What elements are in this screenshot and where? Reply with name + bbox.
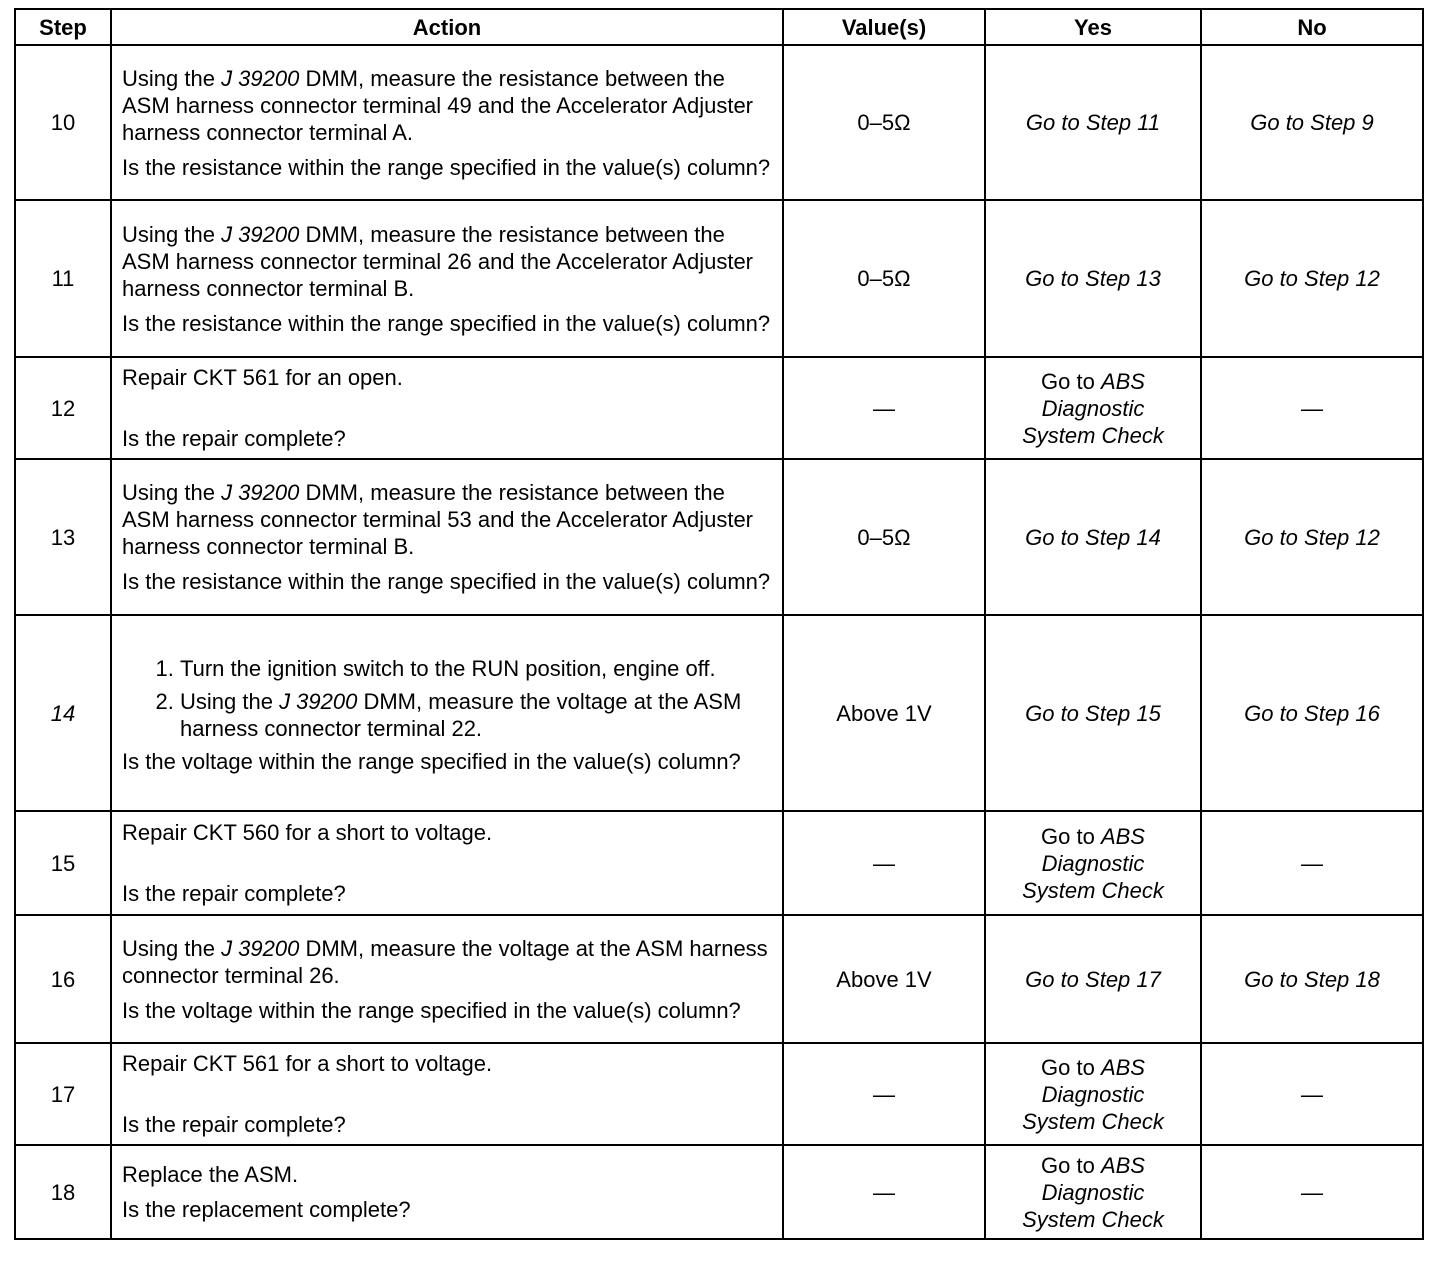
value-cell: 0–5Ω [783, 45, 985, 200]
action-cell [111, 915, 783, 1043]
yes-abs: ABS [1100, 1054, 1145, 1080]
step-number: 12 [15, 357, 111, 459]
value-cell: Above 1V [783, 615, 985, 811]
yes-link: Go to Step 11 [985, 45, 1201, 200]
yes-link: Go to Step 17 [985, 915, 1201, 1043]
action-cell [111, 357, 783, 459]
yes-link [985, 1145, 1201, 1239]
no-link: Go to Step 12 [1201, 459, 1423, 615]
no-link: — [1201, 357, 1423, 459]
yes-abs: ABS [1100, 823, 1145, 849]
tool-reference: J 39200 [279, 689, 358, 714]
action-cell [111, 45, 783, 200]
action-text: DMM, measure the voltage at the ASM harness connector terminal 26. [122, 935, 768, 988]
yes-line-2: Diagnostic [1041, 1179, 1145, 1205]
no-link: — [1201, 811, 1423, 915]
yes-abs: ABS [1100, 1152, 1145, 1178]
value-cell: — [783, 1043, 985, 1145]
table-row [15, 1145, 1423, 1239]
yes-link: Go to Step 14 [985, 459, 1201, 615]
action-text: Using the [122, 65, 222, 91]
step-number: 14 [15, 615, 111, 811]
substep-list [122, 655, 774, 742]
table-row [15, 357, 1423, 459]
header-yes: Yes [985, 9, 1201, 45]
action-text: Using the [122, 480, 222, 505]
action-question: Is the voltage within the range specified in the value(s) column? [122, 997, 741, 1023]
table-row [15, 459, 1423, 615]
step-number: 18 [15, 1145, 111, 1239]
yes-link: Go to Step 13 [985, 200, 1201, 357]
action-instruction: Repair CKT 560 for a short to voltage. [122, 820, 493, 845]
tool-reference: J 39200 [221, 221, 300, 247]
action-text: DMM, measure the resistance between the ASM harness connector terminal 49 and the Accelerator Adjuster harness connector terminal A. [122, 65, 754, 145]
header-step: Step [15, 9, 111, 45]
yes-link: Go to Step 15 [985, 615, 1201, 811]
action-question: Is the voltage within the range specified in the value(s) column? [122, 749, 741, 774]
action-text: DMM, measure the resistance between the ASM harness connector terminal 26 and the Accelerator Adjuster harness connector terminal B. [122, 221, 754, 301]
yes-prefix: Go to [1041, 823, 1101, 849]
no-link: Go to Step 9 [1201, 45, 1423, 200]
yes-line-1 [992, 1054, 1194, 1081]
tool-reference: J 39200 [221, 65, 300, 91]
action-instruction [122, 935, 774, 989]
diagnostic-table [14, 8, 1424, 1240]
tool-reference: J 39200 [221, 935, 300, 961]
yes-line-1 [992, 368, 1194, 395]
action-question: Is the resistance within the range specified in the value(s) column? [122, 569, 771, 594]
action-question: Is the replacement complete? [122, 1197, 411, 1222]
action-text: Using the [122, 221, 222, 247]
header-no: No [1201, 9, 1423, 45]
yes-line-3: System Check [1022, 422, 1164, 448]
yes-link [985, 1043, 1201, 1145]
action-text: Using the [180, 689, 280, 714]
action-cell [111, 615, 783, 811]
action-question: Is the repair complete? [122, 1112, 346, 1137]
action-question: Is the repair complete? [122, 881, 346, 906]
table-row [15, 915, 1423, 1043]
value-cell: Above 1V [783, 915, 985, 1043]
no-link: Go to Step 12 [1201, 200, 1423, 357]
yes-prefix: Go to [1041, 368, 1101, 394]
step-number: 13 [15, 459, 111, 615]
value-cell: — [783, 357, 985, 459]
action-text: DMM, measure the voltage at the ASM harness connector terminal 22. [180, 689, 742, 741]
action-instruction [122, 479, 774, 560]
substep-item [180, 688, 774, 742]
action-question: Is the resistance within the range specified in the value(s) column? [122, 310, 771, 336]
action-instruction: Repair CKT 561 for an open. [122, 365, 403, 390]
substep-item: 1. Turn the ignition switch to the RUN position, engine off. [180, 655, 774, 682]
table-row [15, 811, 1423, 915]
header-action: Action [111, 9, 783, 45]
action-cell [111, 200, 783, 357]
step-number: 16 [15, 915, 111, 1043]
yes-line-2: Diagnostic [1041, 1081, 1145, 1107]
action-cell [111, 1145, 783, 1239]
no-link: Go to Step 18 [1201, 915, 1423, 1043]
no-link: Go to Step 16 [1201, 615, 1423, 811]
action-instruction [122, 221, 774, 302]
yes-line-2: Diagnostic [1041, 850, 1145, 876]
tool-reference: J 39200 [221, 480, 300, 505]
value-cell: 0–5Ω [783, 459, 985, 615]
yes-line-3: System Check [1022, 1206, 1164, 1232]
action-text: Using the [122, 935, 222, 961]
action-cell [111, 811, 783, 915]
header-values: Value(s) [783, 9, 985, 45]
step-number: 11 [15, 200, 111, 357]
action-instruction [122, 65, 774, 146]
step-number: 17 [15, 1043, 111, 1145]
step-number: 10 [15, 45, 111, 200]
table-row [15, 45, 1423, 200]
value-cell: — [783, 811, 985, 915]
yes-abs: ABS [1100, 368, 1145, 394]
yes-prefix: Go to [1041, 1152, 1101, 1178]
action-question: Is the resistance within the range specified in the value(s) column? [122, 154, 771, 180]
header-row [15, 9, 1423, 45]
yes-line-1 [992, 1152, 1194, 1179]
step-number: 15 [15, 811, 111, 915]
action-cell [111, 1043, 783, 1145]
action-instruction: Repair CKT 561 for a short to voltage. [122, 1051, 493, 1076]
value-cell: — [783, 1145, 985, 1239]
yes-link [985, 811, 1201, 915]
yes-line-3: System Check [1022, 877, 1164, 903]
no-link: — [1201, 1043, 1423, 1145]
yes-line-2: Diagnostic [1041, 395, 1145, 421]
yes-line-1 [992, 823, 1194, 850]
table-row [15, 615, 1423, 811]
action-instruction: Replace the ASM. [122, 1162, 299, 1187]
yes-link [985, 357, 1201, 459]
table-row [15, 1043, 1423, 1145]
yes-line-3: System Check [1022, 1108, 1164, 1134]
action-question: Is the repair complete? [122, 426, 346, 451]
yes-prefix: Go to [1041, 1054, 1101, 1080]
action-cell [111, 459, 783, 615]
action-text: DMM, measure the resistance between the ASM harness connector terminal 53 and the Accelerator Adjuster harness connector terminal B. [122, 480, 754, 559]
table-row [15, 200, 1423, 357]
value-cell: 0–5Ω [783, 200, 985, 357]
no-link: — [1201, 1145, 1423, 1239]
